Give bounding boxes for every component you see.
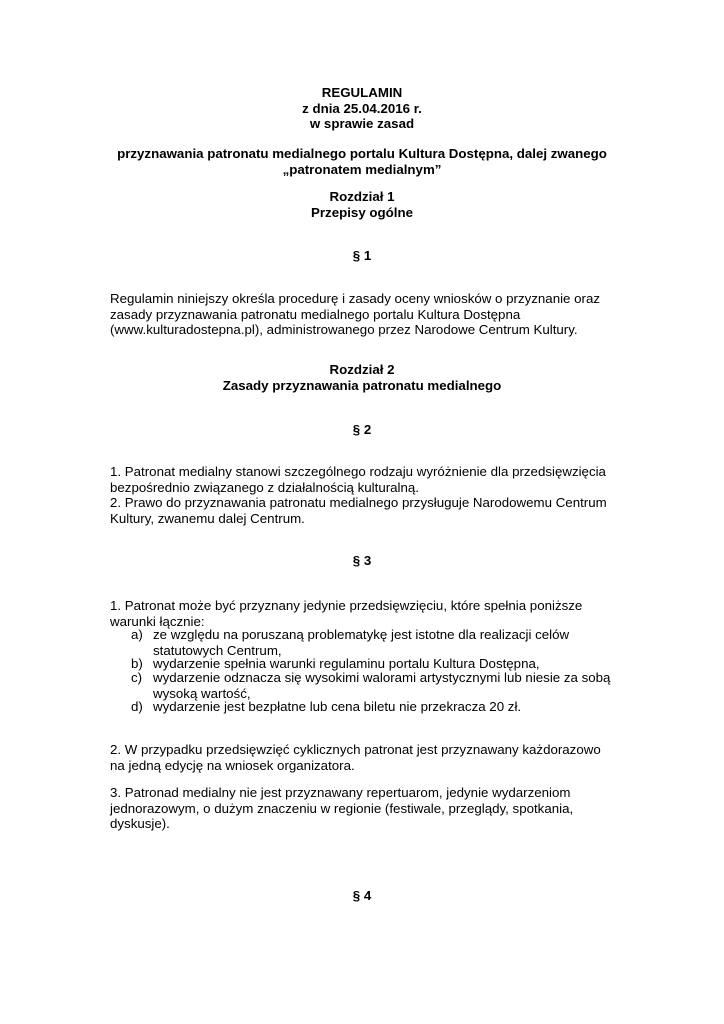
subtitle-line-1: przyznawania patronatu medialnego portalu Kultura Dostępna, dalej zwanego xyxy=(117,146,607,161)
section-1-line: zasady przyznawania patronatu medialnego portalu Kultura Dostępna xyxy=(110,306,521,322)
chapter-1-subtitle: Przepisy ogólne xyxy=(311,204,413,220)
section-2-sign: § 2 xyxy=(352,422,372,437)
section-1-sign: § 1 xyxy=(352,248,372,263)
section-2-line: 1. Patronat medialny stanowi szczególnego rodzaju wyróżnienie dla przedsięwzięcia xyxy=(110,464,606,479)
section-3-intro xyxy=(110,598,630,629)
list-item-text xyxy=(153,627,569,658)
section-2-paragraph xyxy=(110,464,630,526)
list-item-line: wysoką wartość, xyxy=(153,685,251,701)
point-3-line: jednorazowym, o dużym znaczeniu w regionie (festiwale, przeglądy, spotkania, xyxy=(110,800,574,816)
list-marker: b) xyxy=(131,656,143,671)
section-3-point-2 xyxy=(110,742,630,773)
title-regulamin: REGULAMIN xyxy=(321,85,403,100)
section-2-line: 2. Prawo do przyznawania patronatu medialnego przysługuje Narodowemu Centrum xyxy=(110,495,607,510)
title-subject: w sprawie zasad xyxy=(309,116,415,131)
point-2-line: na jedną edycję na wniosek organizatora. xyxy=(110,757,355,773)
subtitle-line-2: „patronatem medialnym” xyxy=(282,161,442,177)
title-date: z dnia 25.04.2016 r. xyxy=(302,100,422,116)
document-title xyxy=(0,85,724,132)
list-marker: d) xyxy=(131,699,143,714)
section-1-line: (www.kulturadostepna.pl), administrowanego przez Narodowe Centrum Kultury. xyxy=(110,322,578,337)
list-item-line: statutowych Centrum, xyxy=(153,642,282,658)
list-item-line: wydarzenie odznacza się wysokimi walorami artystycznymi lub niesie za sobą xyxy=(153,670,611,685)
point-2-line: 2. W przypadku przedsięwzięć cyklicznych patronat jest przyznawany każdorazowo xyxy=(110,742,601,757)
point-3-line: dyskusje). xyxy=(110,816,170,831)
list-marker: c) xyxy=(131,670,143,685)
chapter-1-title: Rozdział 1 xyxy=(329,189,395,204)
section-2-line: bezpośrednio związanego z działalnością kulturalną. xyxy=(110,479,419,495)
section-3-intro-line: warunki łącznie: xyxy=(110,613,205,629)
chapter-1-heading xyxy=(0,189,724,220)
section-4-sign: § 4 xyxy=(352,888,372,903)
section-2-line: Kultury, zwanemu dalej Centrum. xyxy=(110,510,305,526)
chapter-2-subtitle: Zasady przyznawania patronatu medialnego xyxy=(222,377,502,393)
list-item-text xyxy=(153,670,610,701)
chapter-2-title: Rozdział 2 xyxy=(329,362,395,377)
point-3-line: 3. Patronad medialny nie jest przyznawany repertuarom, jedynie wydarzeniom xyxy=(110,785,571,800)
list-item-text xyxy=(153,699,521,715)
list-item-line: ze względu na poruszaną problematykę jest istotne dla realizacji celów xyxy=(153,627,570,642)
section-1-paragraph xyxy=(110,291,630,338)
section-3-sign: § 3 xyxy=(352,553,372,568)
list-item-line: wydarzenie spełnia warunki regulaminu portalu Kultura Dostępna, xyxy=(153,656,540,671)
section-3-intro-line: 1. Patronat może być przyznany jedynie przedsięwzięciu, które spełnia poniższe xyxy=(110,598,583,613)
chapter-2-heading xyxy=(0,362,724,393)
list-marker: a) xyxy=(131,627,143,642)
section-1-line: Regulamin niniejszy określa procedurę i zasady oceny wniosków o przyznanie oraz xyxy=(110,291,601,306)
document-subtitle xyxy=(0,146,724,177)
list-item-line: wydarzenie jest bezpłatne lub cena biletu nie przekracza 20 zł. xyxy=(153,699,522,714)
section-3-point-3 xyxy=(110,785,630,832)
